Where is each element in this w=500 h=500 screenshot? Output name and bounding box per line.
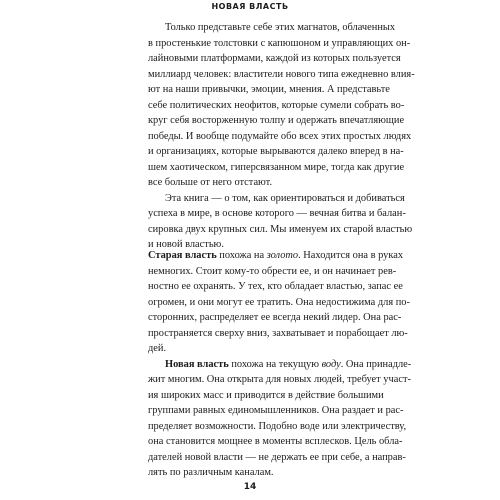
text-line: Эта книга — о том, как ориентироваться и добиваться xyxy=(165,192,405,204)
text-section-intro xyxy=(131,20,415,253)
text-line: и новой властью. xyxy=(148,239,224,250)
lead-text: похожа на xyxy=(216,250,267,261)
paragraph-2 xyxy=(131,191,413,253)
paragraph-new-power xyxy=(131,357,412,481)
first-line-rest: . Находится она в руках xyxy=(298,250,404,261)
old-power-term: Старая власть xyxy=(148,250,217,261)
water-term: воду xyxy=(321,358,341,370)
text-line: группами равных единомышленников. Она раздает и рас- xyxy=(148,405,404,416)
text-line xyxy=(131,357,412,373)
text-line: ют на наши привычки, эмоции, мнения. А представьте xyxy=(148,84,390,95)
text-line: она становится мощнее в моменты всплесков. Цель обла- xyxy=(148,436,403,447)
text-line: в простенькие толстовки с капюшоном и управляющих он- xyxy=(148,37,411,49)
gold-term: золото xyxy=(266,250,299,261)
text-line: миллиард человек: властители нового типа ежедневно влия- xyxy=(148,68,415,80)
page-number: 14 xyxy=(243,482,257,492)
text-line: лайновыми платформами, каждой из которых пользуется xyxy=(148,53,401,64)
text-line: дей. xyxy=(148,343,167,354)
first-line-rest: . Она принадле- xyxy=(340,358,412,370)
text-line: шем хаотическом, гиперсвязанном мире, тогда как другие xyxy=(148,161,405,173)
text-line: круг себя восторженную толпу и одержать впечатляющие xyxy=(148,115,405,126)
text-line: и организациях, которые вырываются далеко вперед в на- xyxy=(148,146,404,157)
text-line: сторонних, распределяет ее всегда некий лидер. Она рас- xyxy=(148,312,402,323)
text-line: немногих. Стоит кому-то обрести ее, и он начинает рев- xyxy=(148,265,397,277)
text-line: все больше от него отстают. xyxy=(148,177,273,188)
text-line: пространяется сверху вниз, захватывает и порабощает лю- xyxy=(148,327,408,339)
text-line: пределяет возможности. Подобно воде или электричеству, xyxy=(148,420,407,432)
text-line: сировка двух крупных сил. Мы именуем их старой властью xyxy=(148,223,413,235)
new-power-term: Новая власть xyxy=(165,358,229,370)
text-line: ия широких масс и приводится в действие большими xyxy=(148,389,384,401)
text-line: победы. И вообще подумайте обо всех этих простых людях xyxy=(148,130,412,142)
text-line: успеха в мире, в основе которого — вечная битва и балан- xyxy=(148,208,406,219)
text-line: Только представьте себе этих магнатов, облаченных xyxy=(165,22,396,33)
text-line xyxy=(131,248,404,264)
text-line: себе политических неофитов, которые сумели собрать во- xyxy=(148,99,405,111)
text-section-power-types xyxy=(131,248,412,481)
running-title: НОВАЯ ВЛАСТЬ xyxy=(211,2,289,11)
lead-text: похожа на текущую xyxy=(228,358,322,370)
paragraph-1 xyxy=(131,20,415,191)
text-line: лять по различным каналам. xyxy=(148,467,274,478)
text-line: жит многим. Она открыта для новых людей, требует участ- xyxy=(148,374,411,385)
text-line: дателей новой власти — не держать ее при себе, а направ- xyxy=(148,451,406,463)
paragraph-old-power xyxy=(131,248,410,357)
text-line: огромен, и они могут ее тратить. Она недостижима для по- xyxy=(148,296,410,308)
text-line: ностно ее охранять. У тех, кто обладает властью, запас ее xyxy=(148,281,403,292)
